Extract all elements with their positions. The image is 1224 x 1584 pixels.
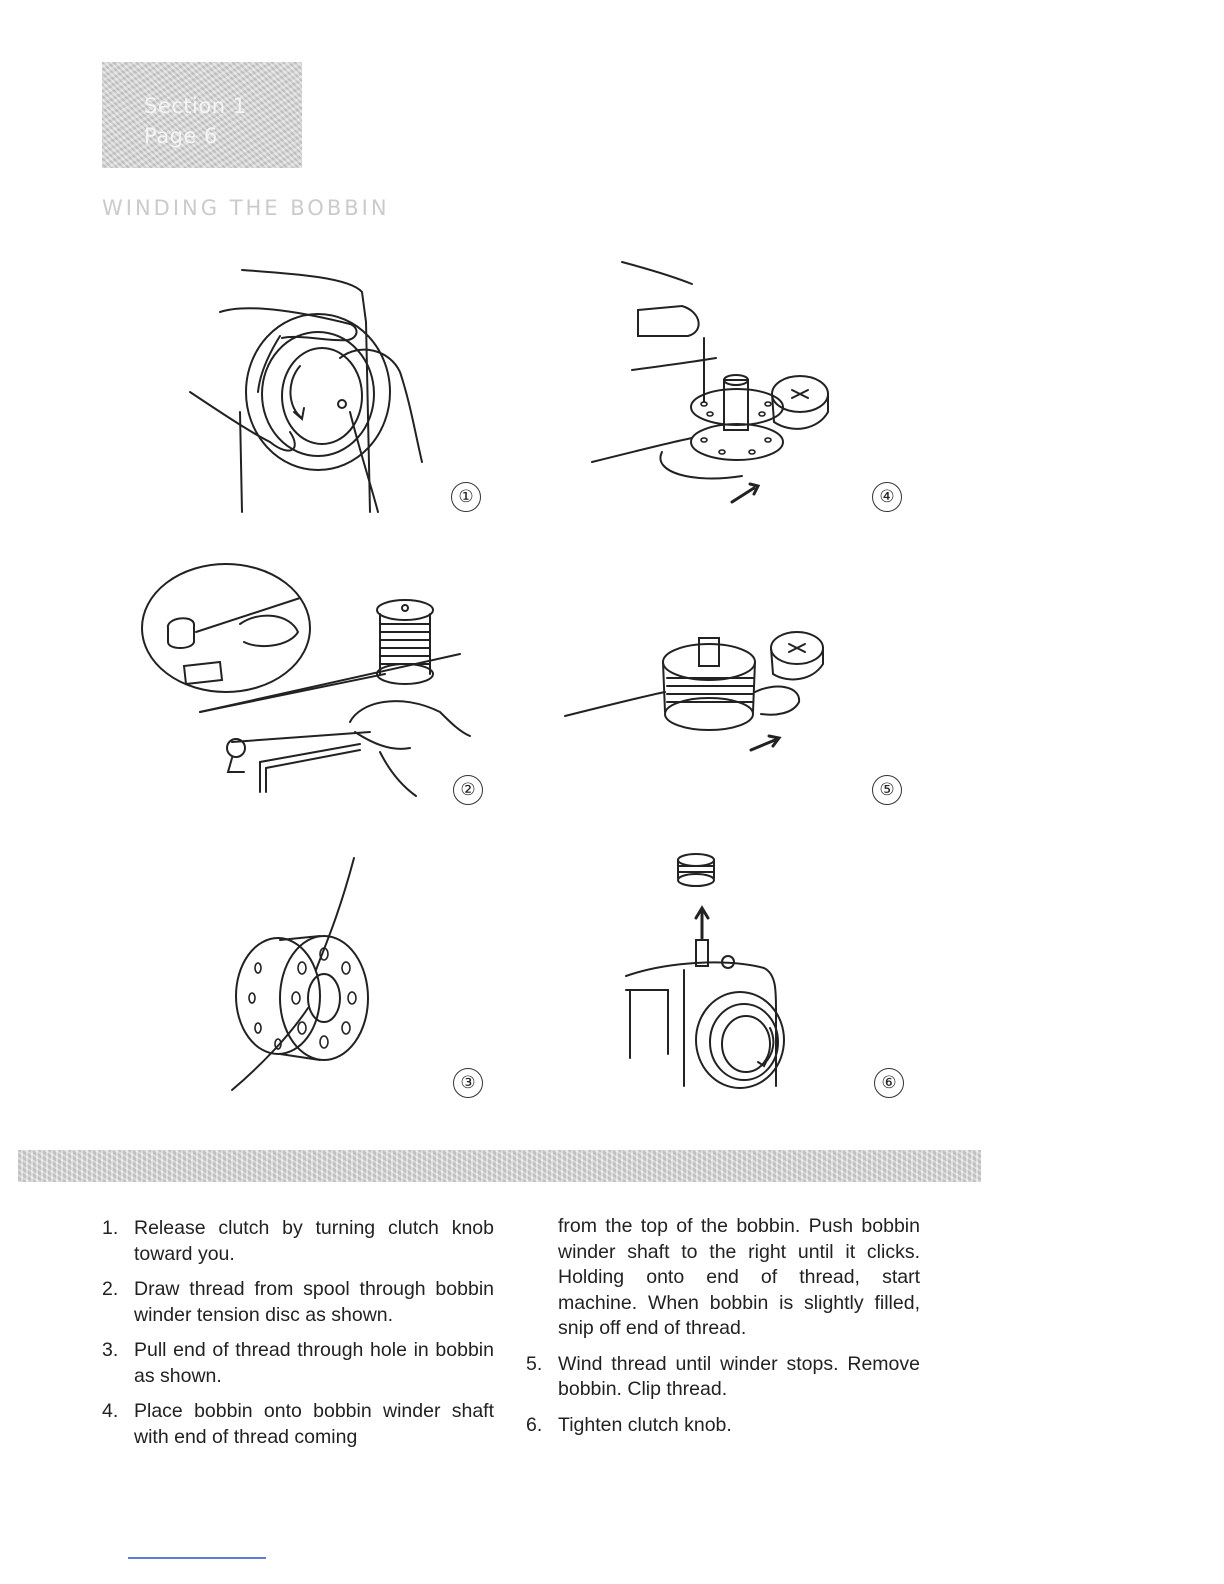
step-4	[102, 1399, 494, 1450]
step-number: 3.	[102, 1339, 119, 1361]
page-label: Page 6	[144, 124, 218, 148]
step-number: 2.	[102, 1278, 119, 1300]
figure-3-bobbin-thread-illustration	[228, 858, 378, 1103]
figure-5-wound-bobbin-illustration	[565, 622, 845, 767]
step-number: 4.	[102, 1400, 119, 1422]
figure-number-3: ③	[453, 1068, 483, 1098]
step-text: Release clutch by turning clutch knob toward you.	[134, 1217, 494, 1265]
footer-rule	[128, 1557, 266, 1559]
section-divider-band	[18, 1150, 981, 1182]
step-text: Tighten clutch knob.	[558, 1413, 732, 1436]
instructions-left-column	[102, 1216, 494, 1460]
step-3	[102, 1338, 494, 1389]
figure-number-6: ⑥	[874, 1068, 904, 1098]
step-5	[526, 1352, 920, 1403]
figure-number-5: ⑤	[872, 775, 902, 805]
step-text: Wind thread until winder stops. Remove bobbin. Clip thread.	[558, 1352, 920, 1400]
figure-number-4: ④	[872, 482, 902, 512]
step-text: Pull end of thread through hole in bobbin as shown.	[134, 1339, 494, 1387]
figure-1-clutch-knob-illustration	[190, 262, 450, 527]
page-title: WINDING THE BOBBIN	[102, 196, 390, 220]
figure-number-2: ②	[453, 775, 483, 805]
step-2	[102, 1277, 494, 1328]
step-1	[102, 1216, 494, 1267]
step-number: 6.	[526, 1413, 543, 1436]
step-number: 5.	[526, 1352, 543, 1375]
figure-4-bobbin-on-shaft-illustration	[592, 262, 842, 517]
step-text: Draw thread from spool through bobbin winder tension disc as shown.	[134, 1278, 494, 1326]
instructions-right-column	[526, 1214, 920, 1448]
step-number: 1.	[102, 1217, 119, 1239]
figure-number-1: ①	[451, 482, 481, 512]
figure-2-tension-disc-illustration	[140, 562, 480, 797]
step-text: Place bobbin onto bobbin winder shaft with end of thread coming	[134, 1400, 494, 1448]
step-6	[526, 1413, 920, 1439]
section-label: Section 1	[144, 94, 247, 118]
step-4-continuation: from the top of the bobbin. Push bobbin winder shaft to the right until it clicks. Holding onto end of thread, start machine. When bobbin is slightly filled, snip off end of thread.	[558, 1215, 920, 1339]
figure-6-remove-bobbin-illustration	[626, 850, 796, 1095]
